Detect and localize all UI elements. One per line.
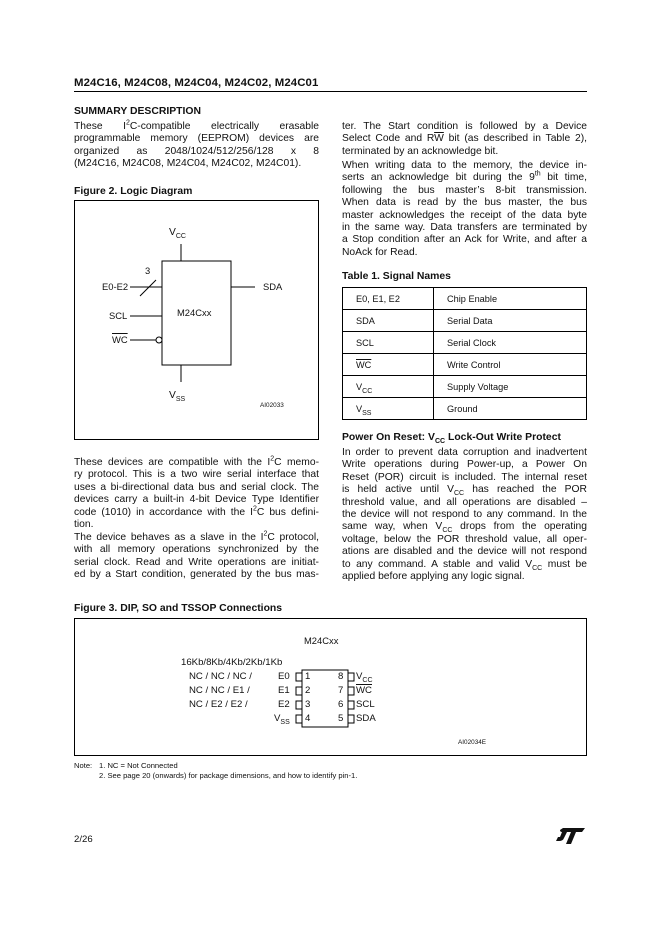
table-row: [343, 332, 587, 354]
note-1: 1. NC = Not Connected: [99, 761, 178, 770]
figure3-title: Figure 3. DIP, SO and TSSOP Connections: [74, 603, 283, 614]
pin-number-label: 7: [338, 685, 344, 696]
pin-number-label: 5: [338, 713, 344, 724]
wc-label: $\overline{WC}$: [112, 334, 128, 345]
description-cell: Write Control: [434, 354, 587, 376]
variants-label: 16Kb/8Kb/4Kb/2Kb/1Kb: [181, 657, 283, 668]
slave-paragraph: The device behaves as a slave in the $I^2C$ protocol, with all memory operations synchronized by the serial clock. Read and Write operations are initiat- ed by a Start condition, generated by the bus mas-: [74, 530, 319, 581]
acknowledge-paragraph: When writing data to the memory, the device in- serts an acknowledge bit during the 9th bit time, following the bus master’s 8-bit transmission. When data is read by the bus master, the bus master acknowledges the receipt of the data byte in the same way. Data transfers are terminated by a Stop condition after an Ack for Write, and after a NoAck for Read.: [342, 160, 587, 258]
summary-paragraph: These $I^2C$-compatible electrically erasable programmable memory (EEPROM) devices are organized as 2048/1024/512/256/128 x 8 (M24C16, M24C08, M24C04, M24C02, M24C01).: [74, 119, 320, 170]
signal-cell: SCL: [343, 332, 434, 354]
svg-text:ST: ST: [559, 839, 561, 840]
pin-stub: [296, 701, 302, 709]
figure2-code: AI02033: [260, 402, 284, 409]
table-row: [343, 376, 587, 398]
pin-name-label: E2: [278, 699, 290, 710]
st-logo-icon: [555, 826, 587, 846]
pin-stub: [348, 673, 354, 681]
pin-stub: [348, 687, 354, 695]
pin-number-label: 4: [305, 713, 311, 724]
protocol-paragraph: These devices are compatible with the $I^2C$ memo- ry protocol. This is a two wire serial interface that uses a bi-directional data bus and serial clock. The devices carry a built-in 4-bit Device Type Identifier code (1010) in accordance with the $I^2C$ bus defini- tion.: [74, 455, 319, 531]
logic-diagram-frame: [74, 200, 319, 440]
signal-cell: $V_{CC}$: [343, 376, 434, 398]
vcc-label: $V_{CC}$: [169, 227, 186, 241]
description-cell: Serial Clock: [434, 332, 587, 354]
fig3-chip-label: M24Cxx: [304, 635, 339, 646]
description-cell: Supply Voltage: [434, 376, 587, 398]
signal-cell: E0, E1, E2: [343, 288, 434, 310]
pin-name-label: E0: [278, 671, 290, 682]
signal-names-table: [342, 287, 587, 420]
table-row: [343, 310, 587, 332]
bus-width-label: 3: [145, 265, 151, 276]
pin-name-label: $V_{CC}$: [356, 671, 373, 684]
pin-name-label: E1: [278, 685, 290, 696]
pin-name-label: $V_{SS}$: [274, 713, 290, 726]
pin-alt-label: NC / NC / NC /: [189, 671, 252, 682]
pin-alt-label: NC / E2 / E2 /: [189, 699, 248, 710]
wc-inversion-bubble: [156, 337, 162, 343]
e0e2-label: E0-E2: [102, 281, 129, 292]
table-row: [343, 354, 587, 376]
sda-label: SDA: [263, 281, 283, 292]
signal-cell: $V_{SS}$: [343, 398, 434, 420]
description-cell: Ground: [434, 398, 587, 420]
page-header-title: M24C16, M24C08, M24C04, M24C02, M24C01: [74, 77, 319, 89]
table1-title: Table 1. Signal Names: [342, 271, 451, 282]
table-row: [343, 288, 587, 310]
pin-number-label: 1: [305, 671, 311, 682]
pin-number-label: 6: [338, 699, 344, 710]
pin-name-label: SCL: [356, 699, 375, 710]
description-cell: Chip Enable: [434, 288, 587, 310]
page-number: 2/26: [74, 834, 93, 845]
note-label: Note:: [74, 761, 93, 770]
pin-number-label: 8: [338, 671, 344, 682]
por-heading: Power On Reset: $V_{CC}$ Lock-Out Write Protect: [342, 432, 561, 446]
signal-cell: $\overline{WC}$: [343, 354, 434, 376]
signal-cell: SDA: [343, 310, 434, 332]
chip-label: M24Cxx: [177, 307, 212, 318]
pin-stub: [296, 715, 302, 723]
pin-stub: [296, 687, 302, 695]
scl-label: SCL: [109, 310, 128, 321]
bus-slash: [140, 280, 156, 296]
summary-heading: SUMMARY DESCRIPTION: [74, 106, 202, 117]
note-2: 2. See page 20 (onwards) for package dimensions, and how to identify pin-1.: [99, 771, 358, 780]
header-rule: [74, 91, 587, 92]
start-condition-paragraph: ter. The Start condition is followed by a Device Select Code and $R\overline{W}$ bit (as described in Table 2), terminated by an acknowledge bit.: [342, 121, 587, 157]
table-row: [343, 398, 587, 420]
pin-number-label: 2: [305, 685, 311, 696]
st-logo: [555, 826, 587, 846]
package-outline: [75, 619, 586, 755]
connections-diagram-frame: [74, 618, 587, 756]
pin-name-label: $\overline{WC}$: [356, 685, 372, 696]
por-paragraph: In order to prevent data corruption and inadvertent Write operations during Power-up, a Power On Reset (POR) circuit is included. The internal reset is held active until $V_{CC}$ has reached the POR threshold value, and all operations are disabled – the device will not respond to any command. In the same way, when $V_{CC}$ drops from the operating voltage, below the POR threshold value, all oper- ations are disabled and the device will not respond to any command. A stable and valid $V_{CC}$ must be applied before applying any logic signal.: [342, 447, 588, 583]
pin-stub: [348, 715, 354, 723]
vss-label: $V_{SS}$: [169, 390, 186, 404]
pin-number-label: 3: [305, 699, 311, 710]
pin-alt-label: NC / NC / E1 /: [189, 685, 250, 696]
figure3-code: AI02034E: [458, 739, 487, 746]
pin-stub: [348, 701, 354, 709]
pin-stub: [296, 673, 302, 681]
figure2-title: Figure 2. Logic Diagram: [74, 186, 193, 197]
pin-name-label: SDA: [356, 713, 376, 724]
description-cell: Serial Data: [434, 310, 587, 332]
